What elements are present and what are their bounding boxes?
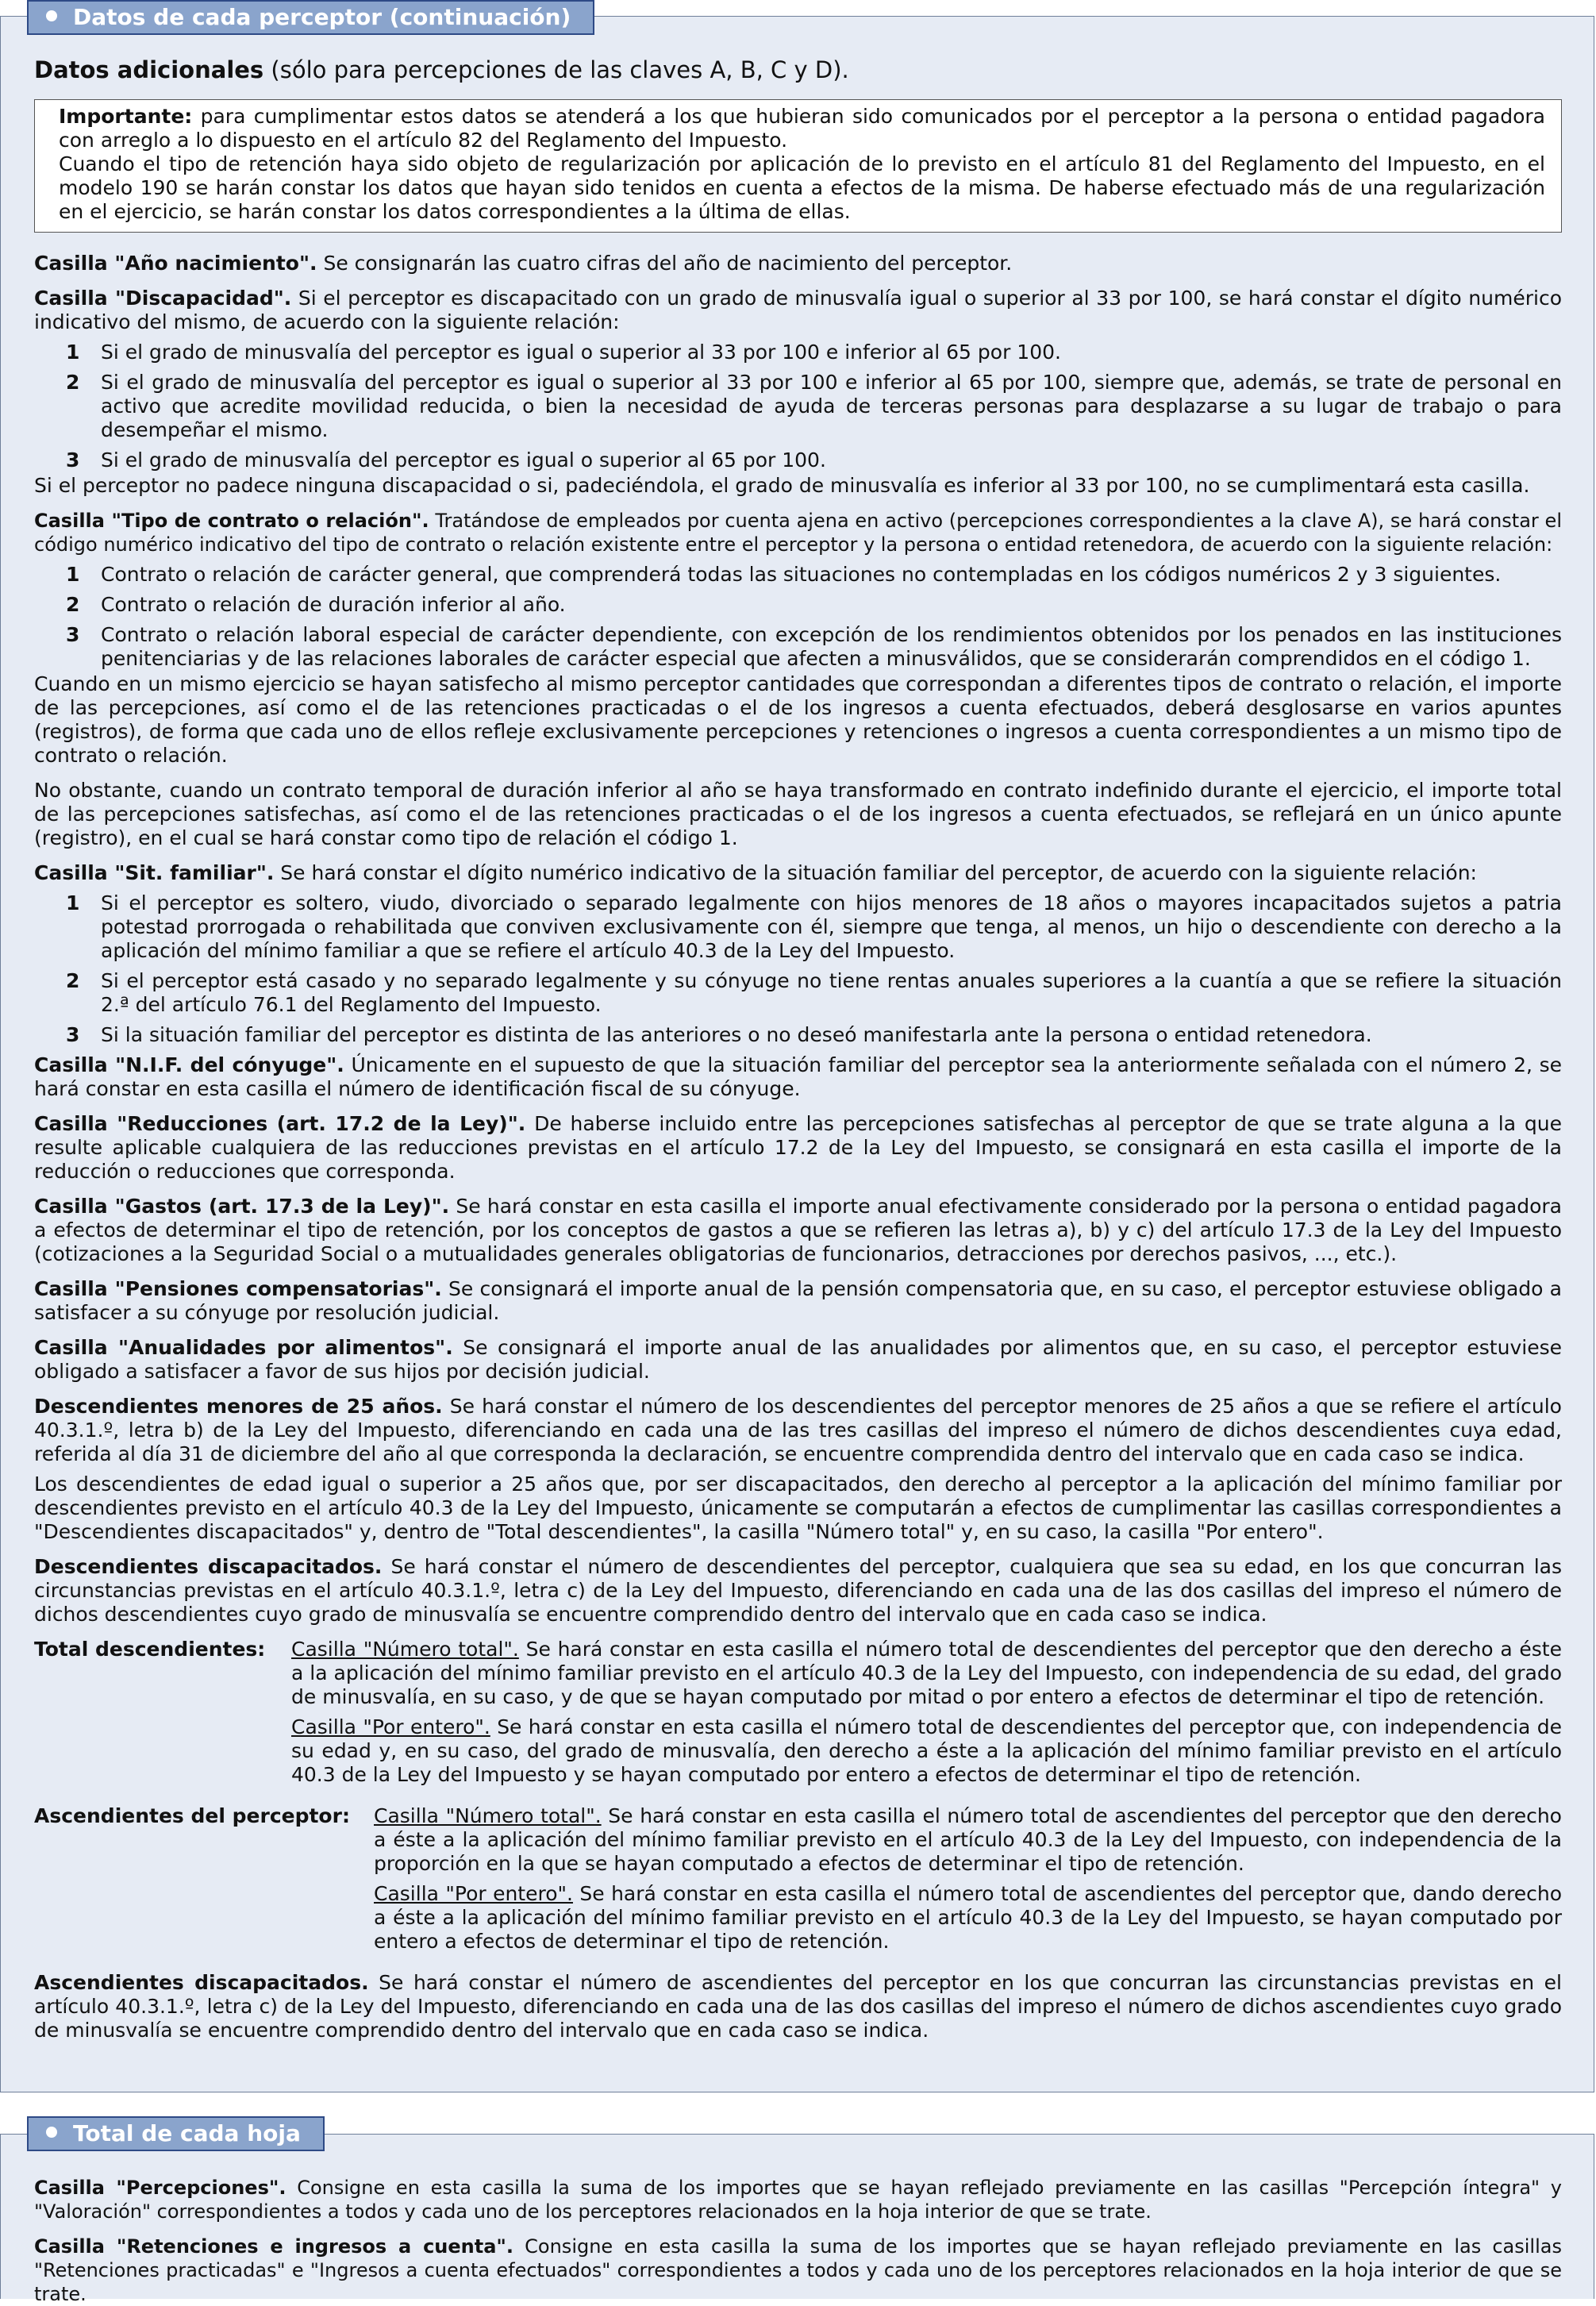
list-item: 2 Si el grado de minusvalía del perceptor es igual o superior al 33 por 100 e inferior al 65 por 100, siempre que, además, se trate de personal en activo que acredite movilidad reducida, o bien la necesidad de ayuda de terceras personas para desplazarse a su lugar de trabajo o para desempeñar el mismo. xyxy=(66,371,1562,441)
field-sit-familiar: Casilla "Sit. familiar". Se hará constar el dígito numérico indicativo de la situación familiar del perceptor, de acuerdo con la siguiente relación: xyxy=(34,861,1477,884)
field-retenciones: Casilla "Retenciones e ingresos a cuenta". Consigne en esta casilla la suma de los importes que se hayan reflejado previamente en las casillas "Retenciones practicadas" e "Ingresos a cuenta efectuados" correspondientes a todos y cada uno de los perceptores relacionados en la hoja interior de que se trate. xyxy=(34,2235,1562,2305)
list-item: 3 Si la situación familiar del perceptor es distinta de las anteriores o no deseó manifestarla ante la persona o entidad retenedora. xyxy=(66,1023,1372,1046)
definition-label: Ascendientes del perceptor: xyxy=(34,1804,350,1827)
paragraph: Los descendientes de edad igual o superior a 25 años que, por ser discapacitados, den derecho al perceptor a la aplicación del mínimo familiar por descendientes previsto en el artículo 40.3 de la Ley del Impuesto, únicamente se computarán a efectos de cumplimentar las casillas correspondientes a "Descendientes discapacitados" y, dentro de "Total descendientes", la casilla "Número total" y, en su caso, la casilla "Por entero". xyxy=(34,1473,1562,1543)
field-anualidades: Casilla "Anualidades por alimentos". Se consignará el importe anual de las anualidades por alimentos que, en su caso, el perceptor estuviese obligado a satisfacer a favor de sus hijos por decisión judicial. xyxy=(34,1336,1562,1383)
section-tab-label: Total de cada hoja xyxy=(73,2120,301,2146)
definition-body xyxy=(291,1638,1562,1793)
bullet-icon xyxy=(46,10,57,21)
paragraph: Casilla "Por entero". Se hará constar en esta casilla el número total de descendientes del perceptor que, con independencia de su edad y, en su caso, del grado de minusvalía, den derecho a éste a la aplicación del mínimo familiar previsto en el artículo 40.3 de la Ley del Impuesto y se hayan computado por entero a efectos de determinar el tipo de retención. xyxy=(291,1715,1562,1786)
list-item: 1 Contrato o relación de carácter general, que comprenderá todas las situaciones no contempladas en los códigos numéricos 2 y 3 siguientes. xyxy=(66,563,1502,586)
field-ano-nacimiento: Casilla "Año nacimiento". Se consignarán las cuatro cifras del año de nacimiento del perceptor. xyxy=(34,252,1013,275)
definition-body xyxy=(374,1804,1562,1960)
field-ascendientes-discapacitados: Ascendientes discapacitados. Se hará constar el número de ascendientes del perceptor en los que concurran las circunstancias previstas en el artículo 40.3.1.º, letra c) de la Ley del Impuesto, diferenciando en cada una de las dos casillas del impreso el número de dichos ascendientes cuyo grado de minusvalía se encuentre comprendido dentro del intervalo que en cada caso se indica. xyxy=(34,1971,1562,2042)
paragraph: Si el perceptor no padece ninguna discapacidad o si, padeciéndola, el grado de minusvalía es inferior al 33 por 100, no se cumplimentará esta casilla. xyxy=(34,474,1530,497)
section-tab-label: Datos de cada perceptor (continuación) xyxy=(73,4,571,30)
paragraph: No obstante, cuando un contrato temporal de duración inferior al año se haya transformado en contrato indefinido durante el ejercicio, el importe total de las percepciones satisfechas, así como el de las retenciones practicadas o el de los ingresos a cuenta efectuados, se reflejará en un único apunte (registro), en el cual se hará constar como tipo de relación el código 1. xyxy=(34,779,1562,849)
field-pensiones: Casilla "Pensiones compensatorias". Se consignará el importe anual de la pensión compensatoria que, en su caso, el perceptor estuviese obligado a satisfacer a su cónyuge por resolución judicial. xyxy=(34,1277,1562,1324)
field-reducciones: Casilla "Reducciones (art. 17.2 de la Ley)". De haberse incluido entre las percepciones satisfechas al perceptor de que se trate alguna a la que resulte aplicable cualquiera de las reducciones previstas en el artículo 17.2 de la Ley del Impuesto, se consignará en esta casilla el importe de la reducción o reducciones que corresponda. xyxy=(34,1112,1562,1183)
section-datos-perceptor xyxy=(0,16,1594,2092)
list-item: 1 Si el perceptor es soltero, viudo, divorciado o separado legalmente con hijos menores de 18 años o mayores incapacitados sujetos a patria potestad prorrogada o rehabilitada que conviven exclusivamente con él, siempre que tenga, al menos, un hijo o descendiente con derecho a la aplicación del mínimo familiar a que se refiere el artículo 40.3 de la Ley del Impuesto. xyxy=(66,891,1562,962)
field-percepciones: Casilla "Percepciones". Consigne en esta casilla la suma de los importes que se hayan reflejado previamente en las casillas "Percepción íntegra" y "Valoración" correspondientes a todos y cada uno de los perceptores relacionados en la hoja interior de que se trate. xyxy=(34,2177,1562,2223)
paragraph: Cuando en un mismo ejercicio se hayan satisfecho al mismo perceptor cantidades que correspondan a diferentes tipos de contrato o relación, el importe de las percepciones, así como el de las retenciones practicadas o el de los ingresos a cuenta efectuados, deberá desglosarse en varios apuntes (registros), de forma que cada uno de ellos refleje exclusivamente percepciones y retenciones o ingresos a cuenta correspondientes a un mismo tipo de contrato o relación. xyxy=(34,672,1562,767)
field-gastos: Casilla "Gastos (art. 17.3 de la Ley)". Se hará constar en esta casilla el importe anual efectivamente considerado por la persona o entidad pagadora a efectos de determinar el tipo de retención, por los conceptos de gastos a que se refieren las letras a), b) y c) del artículo 17.3 de la Ley del Impuesto (cotizaciones a la Seguridad Social o a mutualidades generales obligatorias de funcionarios, detracciones por derechos pasivos, ..., etc.). xyxy=(34,1195,1563,1265)
list-item: 3 Si el grado de minusvalía del perceptor es igual o superior al 65 por 100. xyxy=(66,448,826,472)
field-discapacidad: Casilla "Discapacidad". Si el perceptor es discapacitado con un grado de minusvalía igual o superior al 33 por 100, se hará constar el dígito numérico indicativo del mismo, de acuerdo con la siguiente relación: xyxy=(34,287,1562,333)
important-notice-box xyxy=(34,99,1562,233)
list-item: 2 Si el perceptor está casado y no separado legalmente y su cónyuge no tiene rentas anuales superiores a la cuantía a que se refiere la situación 2.ª del artículo 76.1 del Reglamento del Impuesto. xyxy=(66,969,1562,1016)
field-total-descendientes xyxy=(34,1638,1562,1793)
notice-paragraph: Cuando el tipo de retención haya sido objeto de regularización por aplicación de lo previsto en el artículo 81 del Reglamento del Impuesto, en el modelo 190 se harán constar los datos que hayan sido tenidos en cuenta a efectos de la misma. De haberse efectuado más de una regularización en el ejercicio, se harán constar los datos correspondientes a la última de ellas. xyxy=(59,152,1545,223)
section-tab-total-hoja xyxy=(27,2116,325,2151)
list-item: 2 Contrato o relación de duración inferior al año. xyxy=(66,593,566,616)
section-title: Datos adicionales (sólo para percepciones de las claves A, B, C y D). xyxy=(34,56,849,83)
field-descendientes-25: Descendientes menores de 25 años. Se hará constar el número de los descendientes del perceptor menores de 25 años a que se refiere el artículo 40.3.1.º, letra b) de la Ley del Impuesto, diferenciando en cada una de las tres casillas del impreso el número de dichos descendientes cuya edad, referida al día 31 de diciembre del año al que corresponda la declaración, se encuentre comprendida dentro del intervalo que en cada caso se indica. xyxy=(34,1395,1562,1465)
bullet-icon xyxy=(46,2127,57,2138)
field-tipo-contrato: Casilla "Tipo de contrato o relación". Tratándose de empleados por cuenta ajena en activo (percepciones correspondientes a la clave A), se hará constar el código numérico indicativo del tipo de contrato o relación existente entre el perceptor y la persona o entidad retenedora, de acuerdo con la siguiente relación: xyxy=(34,510,1562,556)
field-ascendientes xyxy=(34,1804,1562,1960)
paragraph: Casilla "Número total". Se hará constar en esta casilla el número total de ascendientes del perceptor que den derecho a éste a la aplicación del mínimo familiar previsto en el artículo 40.3 de la Ley del Impuesto, con independencia de la proporción en la que se hayan computado a efectos de determinar el tipo de retención. xyxy=(374,1804,1562,1875)
discapacidad-code-list xyxy=(34,341,1562,472)
contrato-code-list xyxy=(34,563,1562,671)
field-nif-conyuge: Casilla "N.I.F. del cónyuge". Únicamente en el supuesto de que la situación familiar del perceptor sea la anteriormente señalada con el número 2, se hará constar en esta casilla el número de identificación fiscal de su cónyuge. xyxy=(34,1053,1562,1100)
field-descendientes-discapacitados: Descendientes discapacitados. Se hará constar el número de descendientes del perceptor, cualquiera que sea su edad, en los que concurran las circunstancias previstas en el artículo 40.3.1.º, letra c) de la Ley del Impuesto, diferenciando en cada una de las dos casillas del impreso el número de dichos descendientes cuyo grado de minusvalía se encuentre comprendido dentro del intervalo que en cada caso se indica. xyxy=(34,1555,1562,1626)
paragraph: Casilla "Número total". Se hará constar en esta casilla el número total de descendientes del perceptor que den derecho a éste a la aplicación del mínimo familiar previsto en el artículo 40.3 de la Ley del Impuesto, con independencia de su edad, del grado de minusvalía, en su caso, y de que se hayan computado por mitad o por entero a efectos de determinar el tipo de retención. xyxy=(291,1638,1562,1708)
notice-paragraph: Importante: para cumplimentar estos datos se atenderá a los que hubieran sido comunicados por el perceptor a la persona o entidad pagadora con arreglo a lo dispuesto en el artículo 82 del Reglamento del Impuesto. xyxy=(59,105,1545,152)
section-total-hoja xyxy=(0,2134,1594,2305)
familiar-code-list xyxy=(34,891,1562,1047)
section-tab-datos-perceptor xyxy=(27,0,594,35)
list-item: 3 Contrato o relación laboral especial de carácter dependiente, con excepción de los rendimientos obtenidos por los penados en las instituciones penitenciarias y de las relaciones laborales de carácter especial que afecten a minusválidos, que se considerarán comprendidos en el código 1. xyxy=(66,623,1562,670)
paragraph: Casilla "Por entero". Se hará constar en esta casilla el número total de ascendientes del perceptor que, dando derecho a éste a la aplicación del mínimo familiar previsto en el artículo 40.3 de la Ley del Impuesto, se hayan computado por entero a efectos de determinar el tipo de retención. xyxy=(374,1882,1562,1953)
list-item: 1 Si el grado de minusvalía del perceptor es igual o superior al 33 por 100 e inferior al 65 por 100. xyxy=(66,341,1061,364)
definition-label: Total descendientes: xyxy=(34,1638,266,1661)
